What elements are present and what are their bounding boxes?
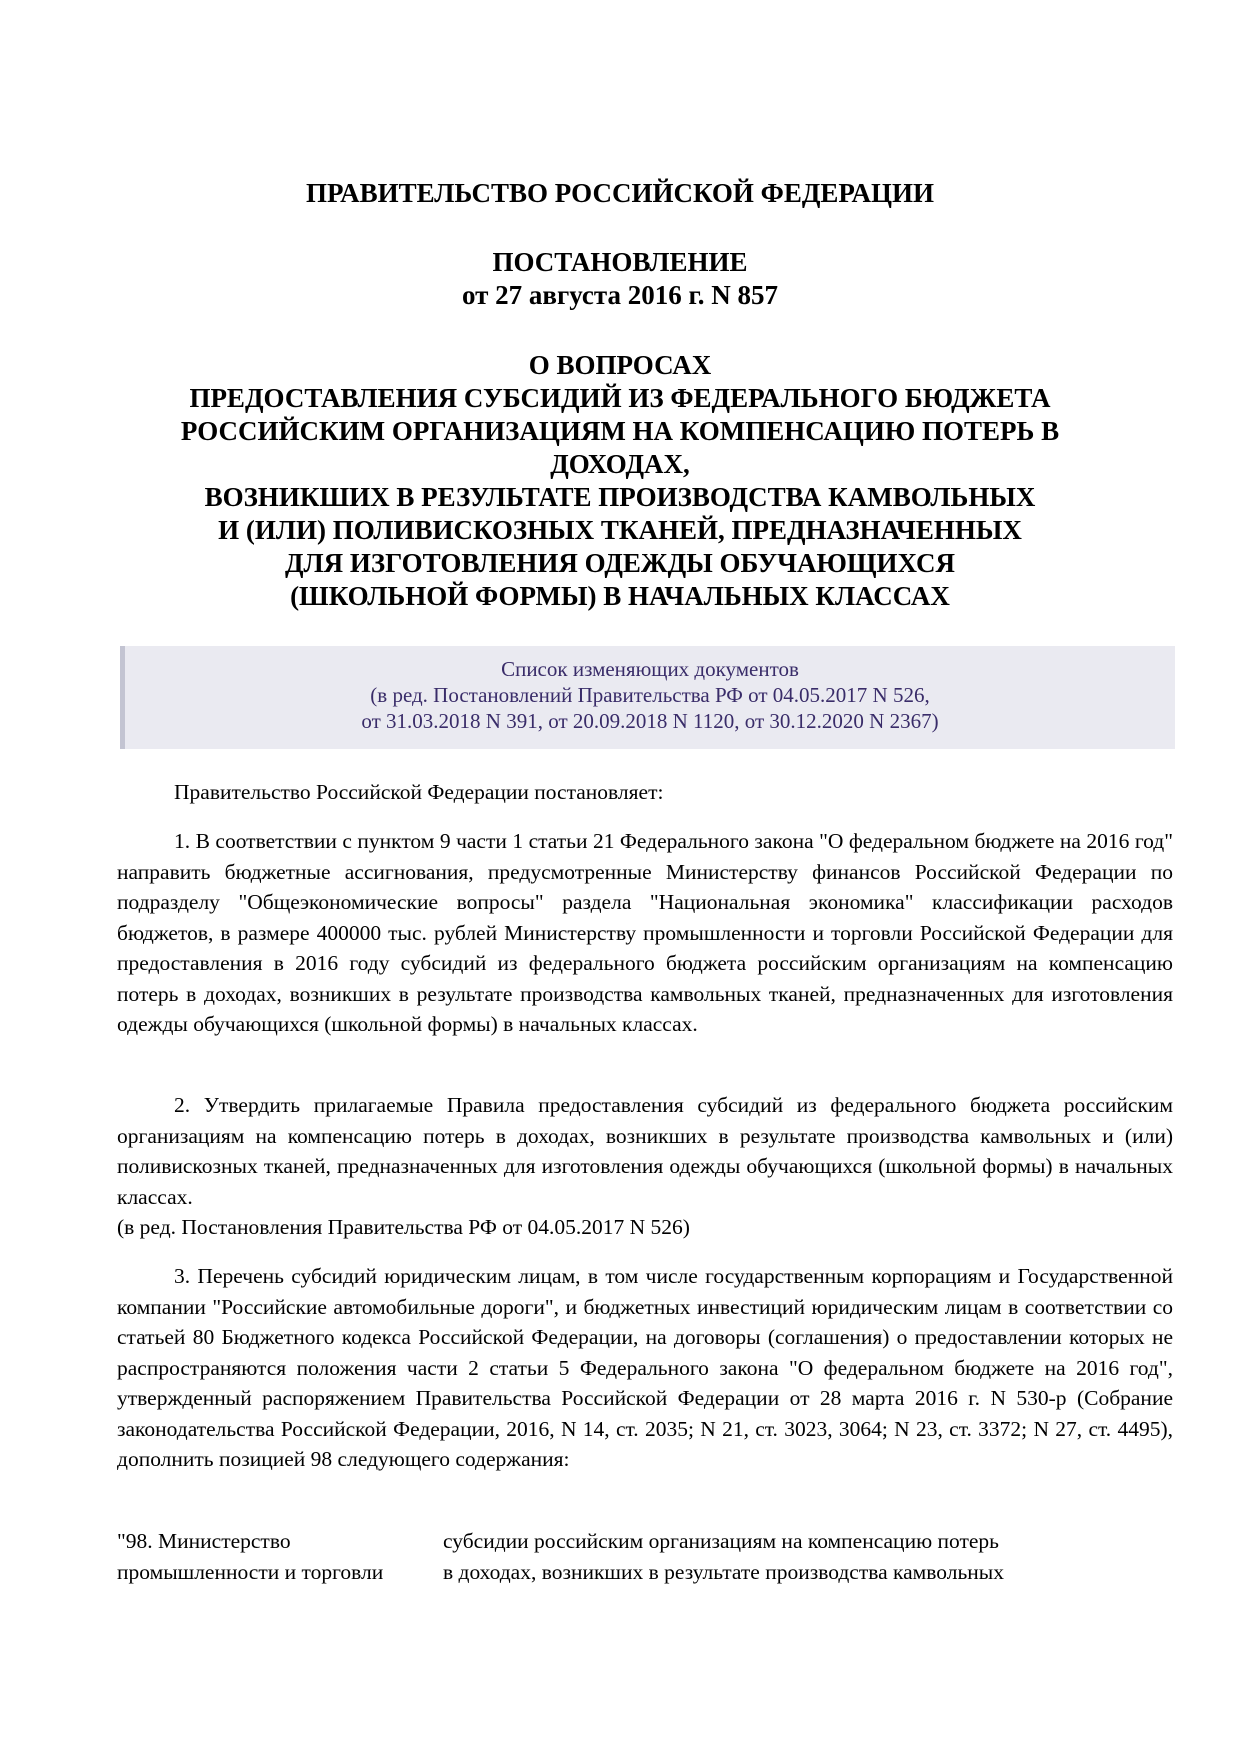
subject-line: И (ИЛИ) ПОЛИВИСКОЗНЫХ ТКАНЕЙ, ПРЕДНАЗНАЧЕННЫХ [218, 515, 1022, 545]
paragraph-3: 3. Перечень субсидий юридическим лицам, в том числе государственным корпорациям и Государственной компании "Российские автомобильные дороги", и бюджетных инвестиций юридическим лицам в соответствии со статьей 80 Бюджетного кодекса Российской Федерации, на договоры (соглашения) о предоставлении которых не распространяются положения части 2 статьи 5 Федерального закона "О федеральном бюджете на 2016 год", утвержденный распоряжением Правительства Российской Федерации от 28 марта 2016 г. N 530-р (Собрание законодательства Российской Федерации, 2016, N 14, ст. 2035; N 21, ст. 3023, 3064; N 23, ст. 3372; N 27, ст. 4495), дополнить позицией 98 следующего содержания: [117, 1264, 1173, 1471]
subject-line: О ВОПРОСАХ [528, 350, 712, 380]
table-row [117, 1557, 1177, 1588]
table-cell: "98. Министерство [117, 1529, 291, 1553]
table-cell: субсидии российским организациям на компенсацию потерь [443, 1529, 999, 1553]
subject-line: ВОЗНИКШИХ В РЕЗУЛЬТАТЕ ПРОИЗВОДСТВА КАМВОЛЬНЫХ [204, 482, 1036, 512]
government-title: ПРАВИТЕЛЬСТВО РОССИЙСКОЙ ФЕДЕРАЦИИ [306, 178, 934, 208]
paragraph-2-amendment-note: (в ред. Постановления Правительства РФ от 04.05.2017 N 526) [117, 1215, 690, 1239]
paragraph-2 [117, 1090, 1173, 1243]
decree-label: ПОСТАНОВЛЕНИЕ [492, 247, 748, 277]
paragraph-1: 1. В соответствии с пунктом 9 части 1 статьи 21 Федерального закона "О федеральном бюджете на 2016 год" направить бюджетные ассигнования, предусмотренные Министерству финансов Российской Федерации по подразделу "Общеэкономические вопросы" раздела "Национальная экономика" классификации расходов бюджетов, в размере 400000 тыс. рублей Министерству промышленности и торговли Российской Федерации для предоставления в 2016 году субсидий из федерального бюджета российским организациям на компенсацию потерь в доходах, возникших в результате производства камвольных тканей, предназначенных для изготовления одежды обучающихся (школьной формы) в начальных классах. [117, 829, 1173, 1036]
amendments-line: от 31.03.2018 N 391, от 20.09.2018 N 1120, от 30.12.2020 N 2367) [361, 709, 939, 733]
amendments-box [120, 646, 1175, 749]
amendments-heading: Список изменяющих документов [501, 657, 799, 681]
intro-paragraph: Правительство Российской Федерации постановляет: [174, 780, 664, 804]
table-cell: в доходах, возникших в результате производства камвольных [443, 1559, 1004, 1584]
decree-date-number: от 27 августа 2016 г. N 857 [462, 280, 778, 310]
subject-line: РОССИЙСКИМ ОРГАНИЗАЦИЯМ НА КОМПЕНСАЦИЮ ПОТЕРЬ В [180, 416, 1060, 446]
table-cell: промышленности и торговли [117, 1559, 384, 1584]
amendments-line: (в ред. Постановлений Правительства РФ от 04.05.2017 N 526, [370, 683, 930, 707]
decree-header [120, 246, 1120, 312]
subject-line: ПРЕДОСТАВЛЕНИЯ СУБСИДИЙ ИЗ ФЕДЕРАЛЬНОГО БЮДЖЕТА [189, 383, 1051, 413]
position-table [117, 1526, 1177, 1587]
paragraph-2-text: 2. Утвердить прилагаемые Правила предоставления субсидий из федерального бюджета российским организациям на компенсацию потерь в доходах, возникших в результате производства камвольных и (или) поливискозных тканей, предназначенных для изготовления одежды обучающихся (школьной формы) в начальных классах. [117, 1093, 1173, 1209]
subject-line: ДЛЯ ИЗГОТОВЛЕНИЯ ОДЕЖДЫ ОБУЧАЮЩИХСЯ [284, 548, 956, 578]
subject-line: ДОХОДАХ, [550, 449, 690, 479]
table-row [117, 1526, 1177, 1557]
subject-line: (ШКОЛЬНОЙ ФОРМЫ) В НАЧАЛЬНЫХ КЛАССАХ [290, 581, 950, 611]
decree-subject [120, 349, 1120, 613]
